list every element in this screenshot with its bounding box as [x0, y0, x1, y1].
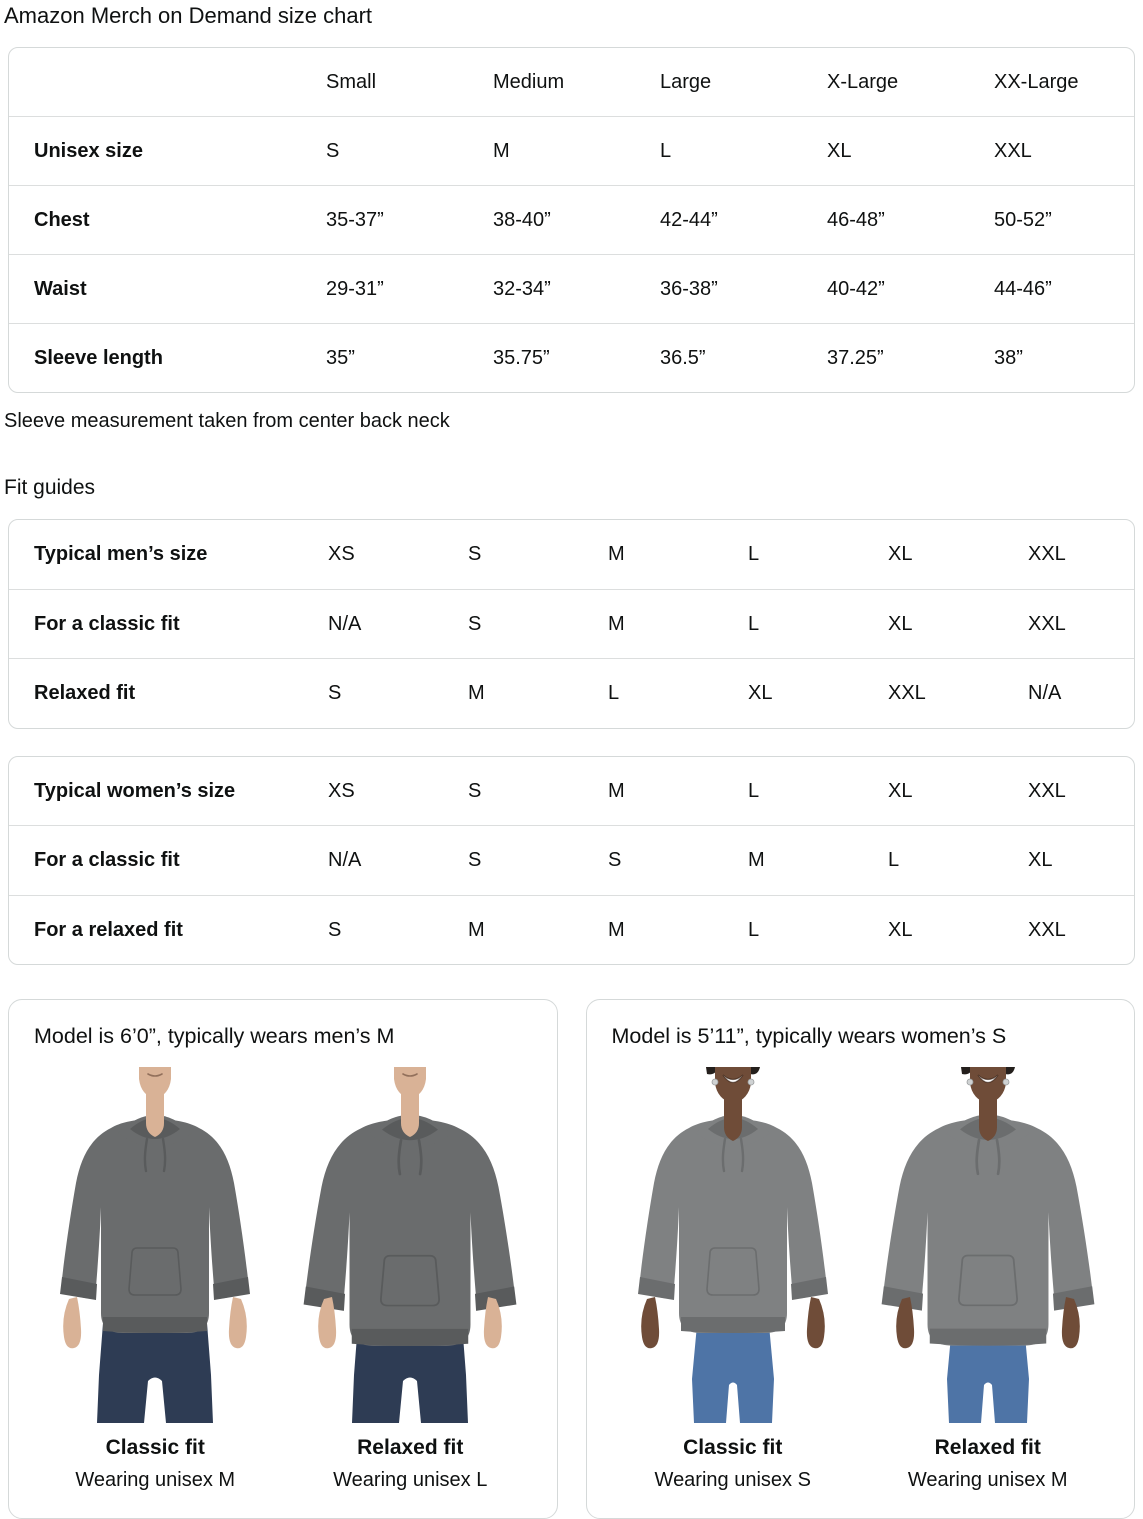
wearing-label: Wearing unisex S	[654, 1469, 811, 1492]
table-cell: 36.5”	[660, 346, 706, 369]
mens-relaxed-figure	[288, 1067, 533, 1492]
page-title: Amazon Merch on Demand size chart	[4, 3, 373, 28]
wearing-label: Wearing unisex L	[333, 1469, 488, 1492]
fit-label: Relaxed fit	[357, 1436, 464, 1460]
table-cell: 46-48”	[827, 208, 885, 231]
model-cards	[8, 999, 1135, 1519]
womens-fit-table	[8, 756, 1135, 966]
table-cell: S	[328, 918, 342, 941]
table-cell: 42-44”	[660, 208, 718, 231]
table-row-unisex-size	[9, 116, 1134, 185]
table-cell: XL	[888, 779, 913, 802]
table-cell: M	[608, 918, 625, 941]
table-cell: 36-38”	[660, 277, 718, 300]
header-cell-xxlarge: XX-Large	[994, 70, 1079, 93]
row-label: For a relaxed fit	[34, 918, 183, 941]
table-cell: 50-52”	[994, 208, 1052, 231]
table-cell: XL	[888, 543, 913, 566]
wearing-label: Wearing unisex M	[907, 1469, 1068, 1492]
size-chart-page	[0, 3, 1143, 1519]
row-label: Sleeve length	[34, 346, 163, 369]
header-cell-xlarge: X-Large	[827, 70, 899, 93]
mens-model-title: Model is 6’0”, typically wears men’s M	[34, 1024, 395, 1049]
womens-model-card	[586, 999, 1136, 1519]
table-cell: XS	[328, 543, 355, 566]
table-row-classic-fit	[9, 825, 1134, 895]
table-cell: S	[468, 849, 482, 872]
womens-relaxed-photo	[873, 1067, 1103, 1423]
table-cell: L	[748, 918, 760, 941]
table-cell: L	[748, 612, 760, 635]
table-header-row	[9, 48, 1134, 116]
table-cell: M	[608, 543, 625, 566]
row-label: Unisex size	[34, 139, 143, 162]
table-cell: XL	[888, 612, 913, 635]
table-cell: XS	[328, 779, 355, 802]
row-label: Typical women’s size	[34, 779, 236, 802]
table-cell: 40-42”	[827, 277, 885, 300]
table-cell: S	[328, 682, 342, 705]
table-cell: 44-46”	[994, 277, 1052, 300]
table-cell: S	[468, 612, 482, 635]
table-cell: N/A	[328, 849, 362, 872]
table-row-classic-fit	[9, 589, 1134, 659]
womens-relaxed-figure	[865, 1067, 1110, 1492]
row-label: Waist	[34, 277, 87, 300]
table-cell: XL	[748, 682, 773, 705]
header-cell-medium: Medium	[493, 70, 565, 93]
table-cell: XXL	[994, 139, 1032, 162]
fit-label: Relaxed fit	[934, 1436, 1041, 1460]
table-cell: XL	[827, 139, 852, 162]
mens-fit-table	[8, 519, 1135, 729]
size-chart-table	[8, 47, 1135, 393]
table-cell: XXL	[1028, 543, 1066, 566]
table-cell: S	[326, 139, 340, 162]
table-cell: M	[608, 779, 625, 802]
row-label: For a classic fit	[34, 849, 180, 872]
table-cell: M	[748, 849, 765, 872]
table-cell: 38-40”	[493, 208, 551, 231]
table-cell: S	[468, 779, 482, 802]
mens-relaxed-photo	[295, 1067, 525, 1423]
table-cell: XL	[1028, 849, 1053, 872]
table-cell: M	[608, 612, 625, 635]
header-cell-small: Small	[326, 70, 377, 93]
table-row-waist	[9, 254, 1134, 323]
wearing-label: Wearing unisex M	[75, 1469, 236, 1492]
row-label: Typical men’s size	[34, 543, 208, 566]
table-cell: 35”	[326, 346, 355, 369]
table-row-relaxed-fit	[9, 895, 1134, 965]
womens-model-title: Model is 5’11”, typically wears women’s S	[611, 1024, 1007, 1049]
table-cell: XL	[888, 918, 913, 941]
table-row-sleeve-length	[9, 323, 1134, 392]
table-cell: 35.75”	[493, 346, 550, 369]
table-cell: M	[493, 139, 510, 162]
womens-classic-photo	[618, 1067, 848, 1423]
mens-model-card	[8, 999, 558, 1519]
table-cell: 38”	[994, 346, 1023, 369]
mens-classic-figure	[33, 1067, 278, 1492]
row-label: Chest	[34, 208, 90, 231]
womens-classic-figure	[610, 1067, 855, 1492]
mens-classic-photo	[40, 1067, 270, 1423]
table-cell: 29-31”	[326, 277, 384, 300]
table-cell: N/A	[328, 612, 362, 635]
table-cell: L	[888, 849, 900, 872]
table-cell: L	[608, 682, 620, 705]
table-cell: N/A	[1028, 682, 1062, 705]
table-row-relaxed-fit	[9, 658, 1134, 728]
row-label: For a classic fit	[34, 612, 180, 635]
table-row-typical-womens-size	[9, 757, 1134, 826]
table-cell: L	[748, 543, 760, 566]
table-cell: 37.25”	[827, 346, 884, 369]
table-cell: XXL	[1028, 612, 1066, 635]
fit-label: Classic fit	[683, 1436, 783, 1460]
table-cell: L	[660, 139, 672, 162]
fit-guides-heading: Fit guides	[4, 476, 96, 500]
table-row-chest	[9, 185, 1134, 254]
sleeve-note: Sleeve measurement taken from center back neck	[4, 410, 450, 433]
table-row-typical-mens-size	[9, 520, 1134, 589]
table-cell: XXL	[888, 682, 926, 705]
table-cell: S	[468, 543, 482, 566]
table-cell: 35-37”	[326, 208, 384, 231]
table-cell: M	[468, 918, 485, 941]
table-cell: M	[468, 682, 485, 705]
table-cell: 32-34”	[493, 277, 551, 300]
table-cell: S	[608, 849, 622, 872]
row-label: Relaxed fit	[34, 682, 136, 705]
table-cell: XXL	[1028, 779, 1066, 802]
table-cell: XXL	[1028, 918, 1066, 941]
header-cell-large: Large	[660, 70, 712, 93]
fit-label: Classic fit	[105, 1436, 205, 1460]
table-cell: L	[748, 779, 760, 802]
